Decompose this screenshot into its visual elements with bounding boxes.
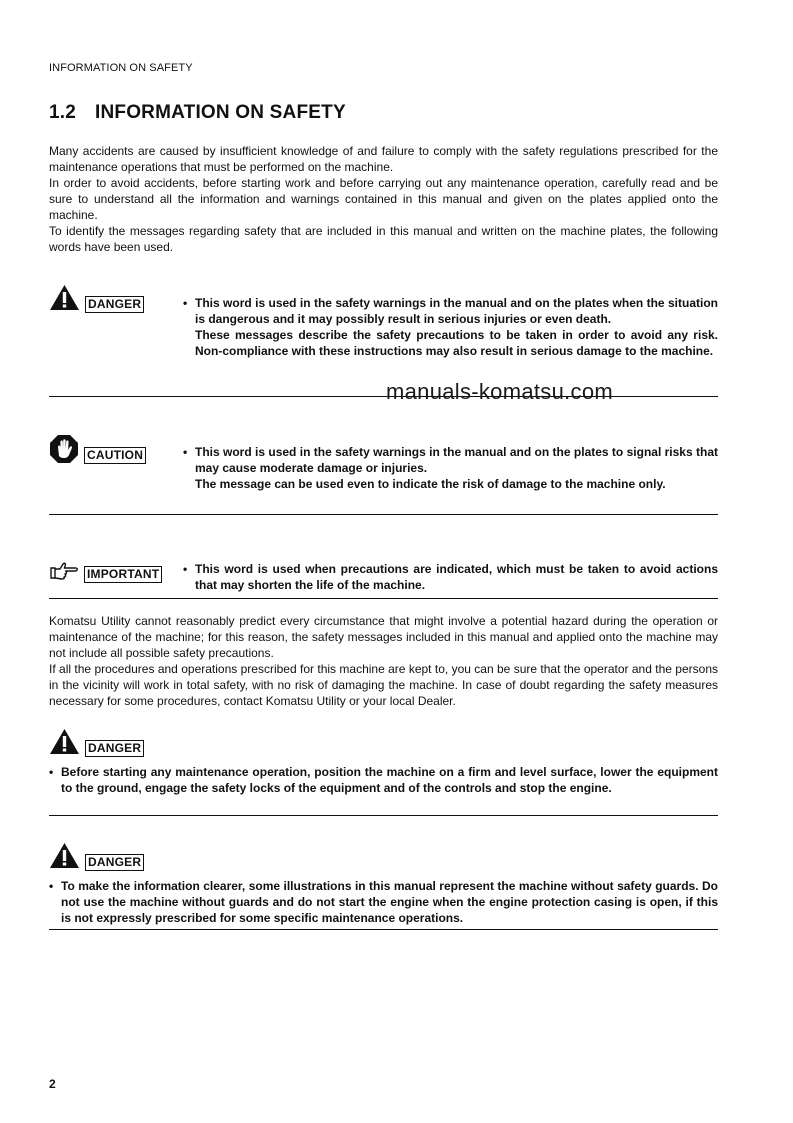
disclaimer-paragraph: Komatsu Utility cannot reasonably predict every circumstance that might involve a potential hazard during the operation or maintenance of the machine; for this reason, the safety messages included in this manual and applied onto the machine may not include all possible safety precautions. xyxy=(49,614,718,660)
bullet: • xyxy=(49,765,54,779)
warning-header xyxy=(49,842,718,874)
disclaimer-text xyxy=(49,613,718,709)
divider xyxy=(49,929,718,930)
watermark: manuals-komatsu.com xyxy=(386,379,613,404)
bullet: • xyxy=(183,562,188,576)
divider xyxy=(49,598,718,599)
bullet: • xyxy=(49,879,54,893)
section-number: 1.2 xyxy=(49,102,77,123)
danger-warning-1 xyxy=(49,728,718,796)
bullet: • xyxy=(183,445,188,459)
intro-paragraph: In order to avoid accidents, before starting work and before carrying out any maintenance operation, carefully read and be sure to understand all the information and warnings contained in this manual and given on the plates applied onto the machine. xyxy=(49,176,718,222)
intro-paragraph: Many accidents are caused by insufficient knowledge of and failure to comply with the safety regulations prescribed for the maintenance operations that must be performed on the machine. xyxy=(49,144,718,174)
raised-hand-icon xyxy=(49,434,79,469)
bullet: • xyxy=(183,296,188,310)
important-label-group xyxy=(49,561,162,586)
section-title xyxy=(49,102,346,124)
warning-header xyxy=(49,728,718,760)
danger-label: DANGER xyxy=(85,740,144,757)
danger-label: DANGER xyxy=(85,854,144,871)
important-label: IMPORTANT xyxy=(84,566,162,583)
warning-text-content: To make the information clearer, some illustrations in this manual represent the machine without safety guards. Do not use the machine without guards and do not start the engine when the engine protection casing is open, if this is not expressly prescribed for some specific maintenance operations. xyxy=(61,879,718,925)
intro-text xyxy=(49,143,718,255)
danger-label-group xyxy=(49,284,144,316)
danger-text-2: These messages describe the safety precautions to be taken in order to avoid any risk. Non-compliance with these instructions may also result in serious damage to the machine. xyxy=(195,328,718,358)
danger-warning-2 xyxy=(49,842,718,926)
intro-paragraph: To identify the messages regarding safety that are included in this manual and written on the machine plates, the following words have been used. xyxy=(49,224,718,254)
divider xyxy=(49,396,718,397)
caution-label: CAUTION xyxy=(84,447,146,464)
section-title-text: INFORMATION ON SAFETY xyxy=(95,102,346,123)
pointing-hand-icon xyxy=(49,561,79,586)
warning-text-content: Before starting any maintenance operation, position the machine on a firm and level surface, lower the equipment to the ground, engage the safety locks of the equipment and of the controls and stop the engine. xyxy=(61,765,718,795)
warning-text xyxy=(49,878,718,926)
danger-text-1: This word is used in the safety warnings in the manual and on the plates when the situation is dangerous and it may possibly result in serious injuries or even death. xyxy=(195,296,718,326)
warning-text xyxy=(49,764,718,796)
caution-label-group xyxy=(49,434,146,469)
disclaimer-paragraph: If all the procedures and operations prescribed for this machine are kept to, you can be sure that the operator and the persons in the vicinity will work in total safety, with no risk of damaging the machine. In case of doubt regarding the safety measures necessary for some procedures, contact Komatsu Utility or your local Dealer. xyxy=(49,662,718,708)
warning-triangle-icon xyxy=(49,842,80,874)
warning-triangle-icon xyxy=(49,284,80,316)
page-number: 2 xyxy=(49,1077,56,1091)
important-text-1: This word is used when precautions are indicated, which must be taken to avoid actions that may shorten the life of the machine. xyxy=(195,562,718,592)
important-description xyxy=(183,561,718,593)
danger-label: DANGER xyxy=(85,296,144,313)
divider xyxy=(49,514,718,515)
running-header: INFORMATION ON SAFETY xyxy=(49,62,193,74)
caution-text-1: This word is used in the safety warnings in the manual and on the plates to signal risks that may cause moderate damage or injuries. xyxy=(195,445,718,475)
danger-description xyxy=(183,295,718,359)
divider xyxy=(49,815,718,816)
caution-description xyxy=(183,444,718,492)
caution-text-2: The message can be used even to indicate the risk of damage to the machine only. xyxy=(195,477,666,491)
warning-triangle-icon xyxy=(49,728,80,760)
